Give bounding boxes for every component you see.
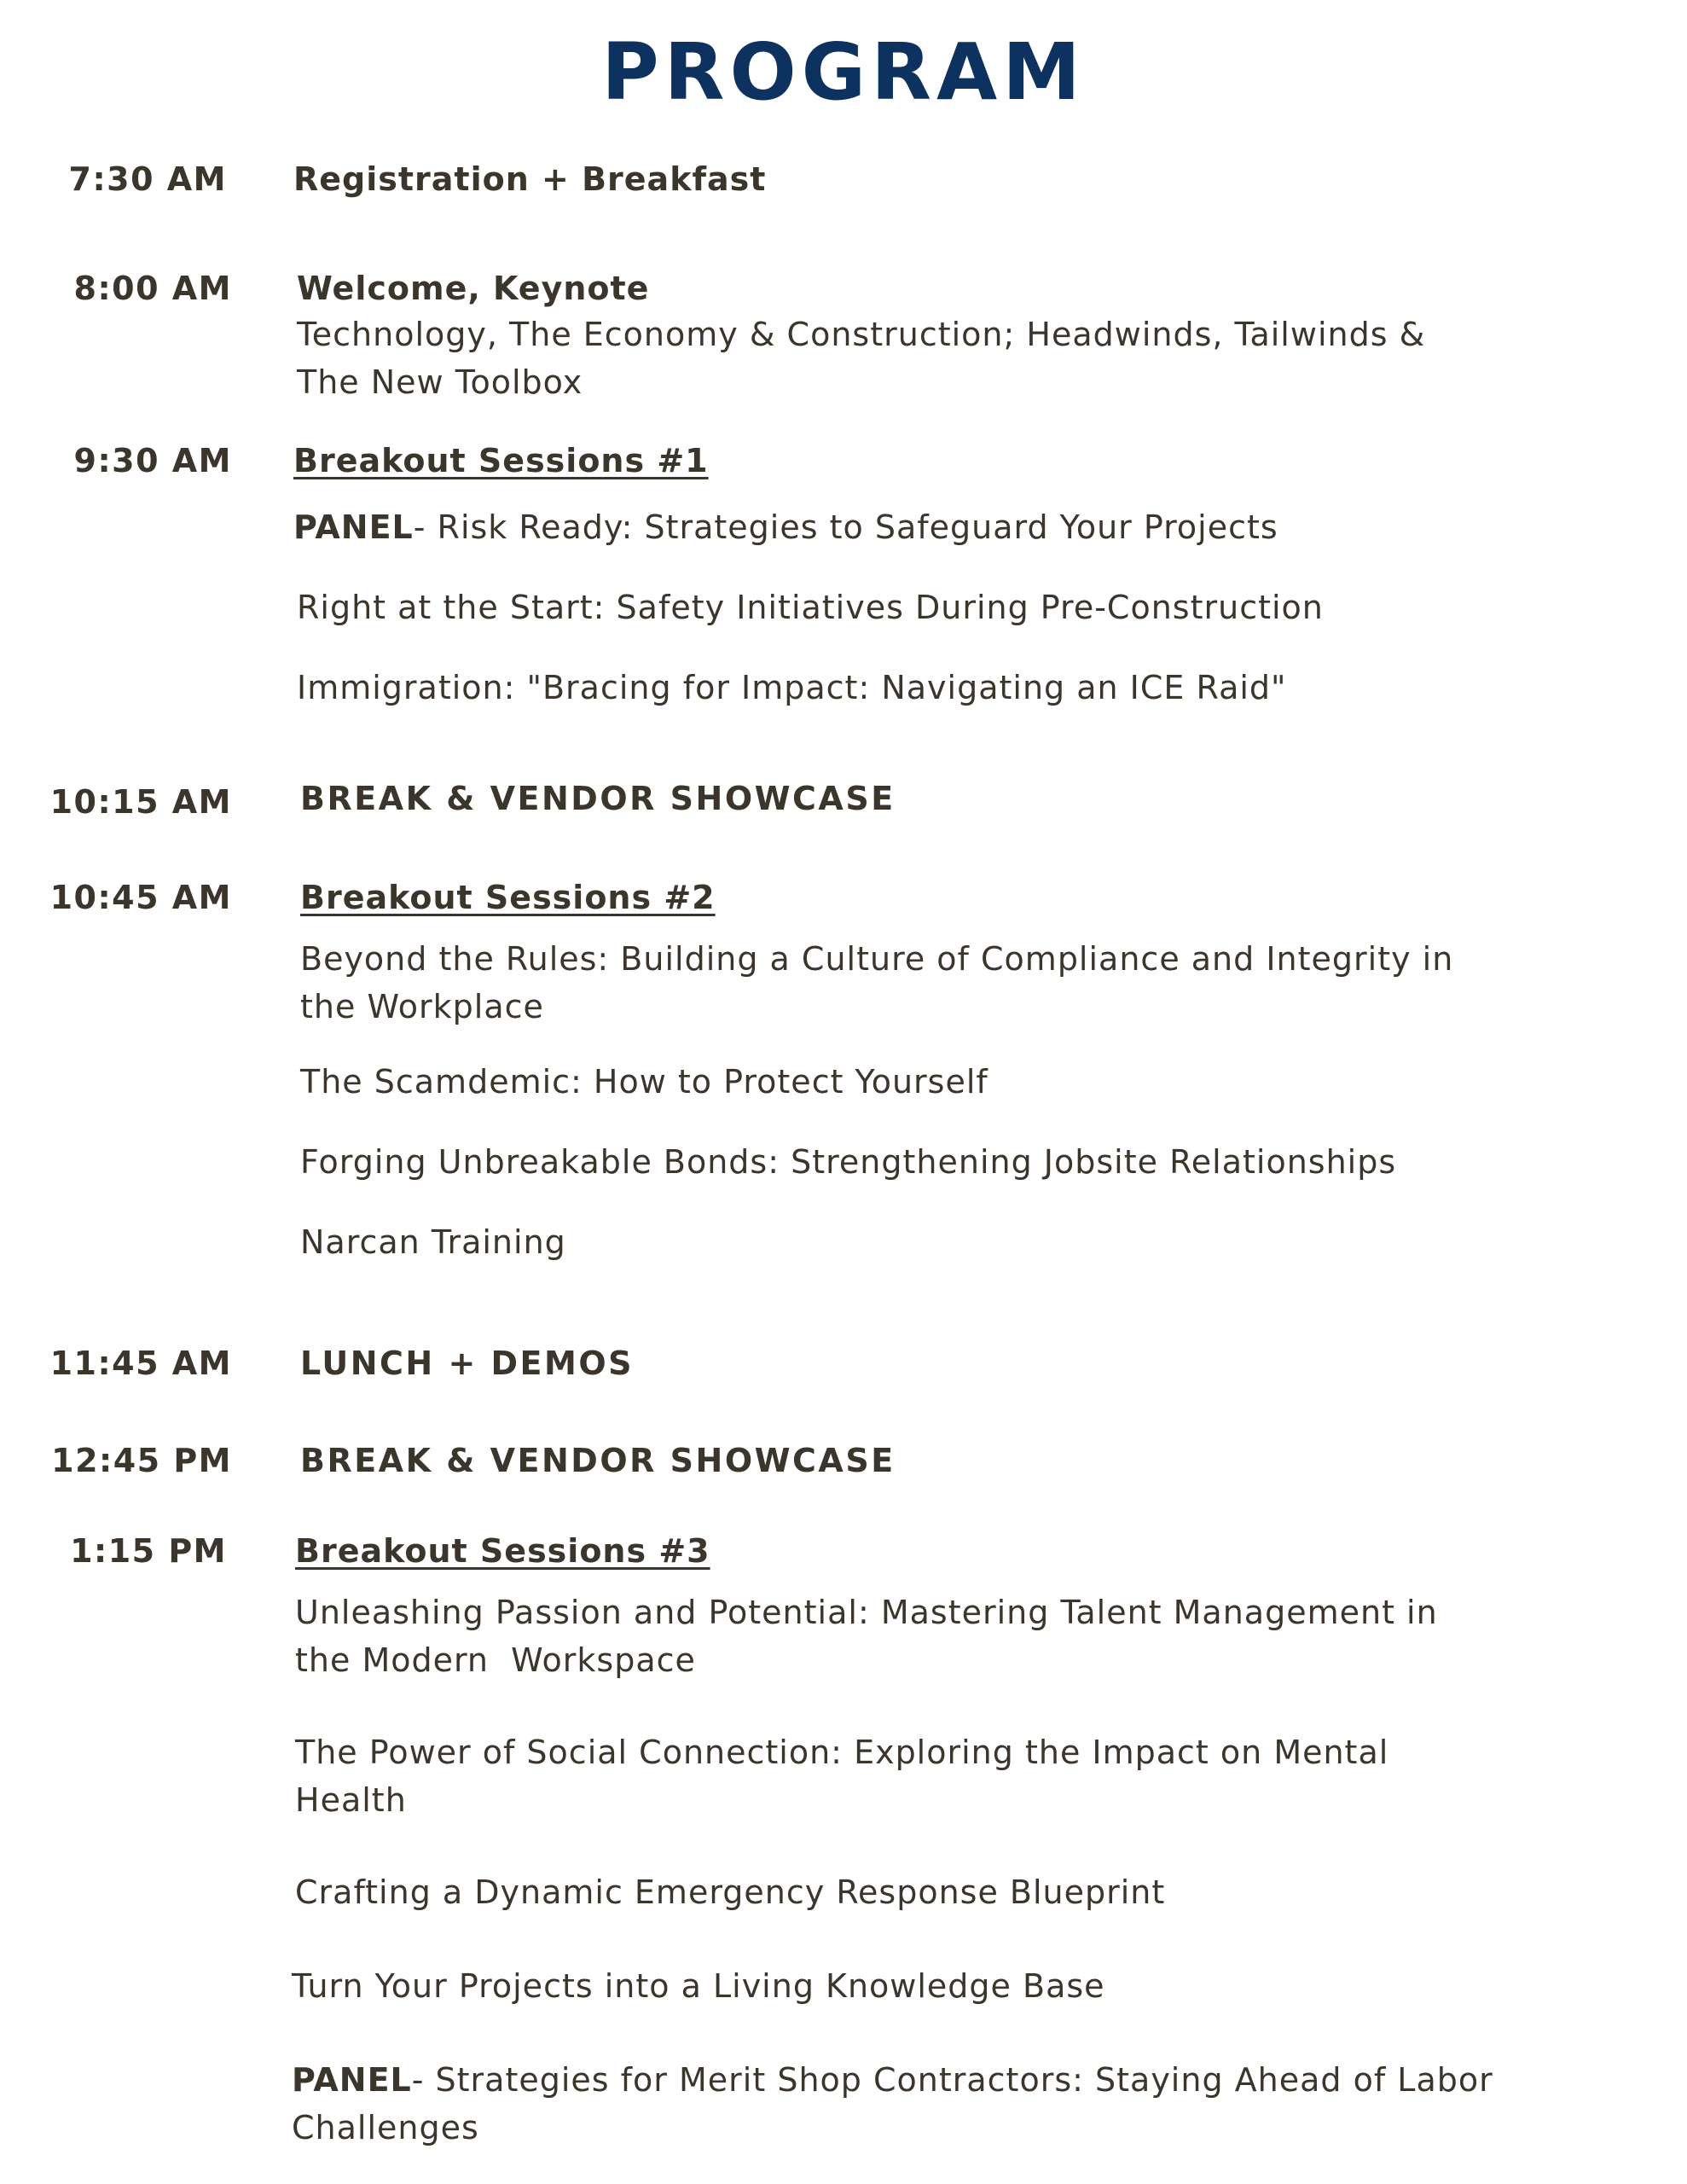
session-heading: BREAK & VENDOR SHOWCASE xyxy=(300,1442,896,1479)
time-label: 7:30 AM xyxy=(68,160,227,198)
session-heading: Welcome, Keynote xyxy=(297,270,650,307)
session-item: Technology, The Economy & Construction; Headwinds, Tailwinds & The New Toolbox xyxy=(297,316,1426,401)
session-item: Forging Unbreakable Bonds: Strengthening Jobsite Relationships xyxy=(300,1143,1397,1181)
session-item: Right at the Start: Safety Initiatives During Pre-Construction xyxy=(297,589,1324,626)
time-label: 8:00 AM xyxy=(73,270,232,307)
page-title: PROGRAM xyxy=(601,26,1086,118)
session-item: Narcan Training xyxy=(300,1223,566,1261)
time-label: 10:45 AM xyxy=(49,879,232,916)
session-item: The Power of Social Connection: Exploring the Impact on Mental Health xyxy=(295,1734,1389,1819)
section-heading: Breakout Sessions #3 xyxy=(295,1532,710,1570)
section-heading: Breakout Sessions #1 xyxy=(293,442,709,479)
time-label: 9:30 AM xyxy=(73,442,232,479)
session-item: PANEL- Risk Ready: Strategies to Safeguard Your Projects xyxy=(293,508,1278,546)
session-item: Turn Your Projects into a Living Knowledge Base xyxy=(292,1967,1105,2005)
time-label: 10:15 AM xyxy=(49,783,232,821)
time-label: 11:45 AM xyxy=(49,1345,232,1382)
session-item: Unleashing Passion and Potential: Mastering Talent Management in the Modern Workspace xyxy=(295,1594,1438,1679)
session-heading: BREAK & VENDOR SHOWCASE xyxy=(300,780,896,817)
section-heading: Breakout Sessions #2 xyxy=(300,879,716,916)
time-label: 12:45 PM xyxy=(51,1442,232,1479)
session-item: The Scamdemic: How to Protect Yourself xyxy=(300,1063,988,1101)
session-item: Immigration: "Bracing for Impact: Navigating an ICE Raid" xyxy=(297,669,1287,706)
session-heading: Registration + Breakfast xyxy=(293,160,767,198)
session-item: Beyond the Rules: Building a Culture of Compliance and Integrity in the Workplace xyxy=(300,940,1454,1025)
session-item: PANEL- Strategies for Merit Shop Contractors: Staying Ahead of Labor Challenges xyxy=(292,2061,1493,2146)
session-item: Crafting a Dynamic Emergency Response Blueprint xyxy=(295,1873,1166,1911)
time-label: 1:15 PM xyxy=(70,1532,227,1570)
session-heading: LUNCH + DEMOS xyxy=(300,1345,634,1382)
